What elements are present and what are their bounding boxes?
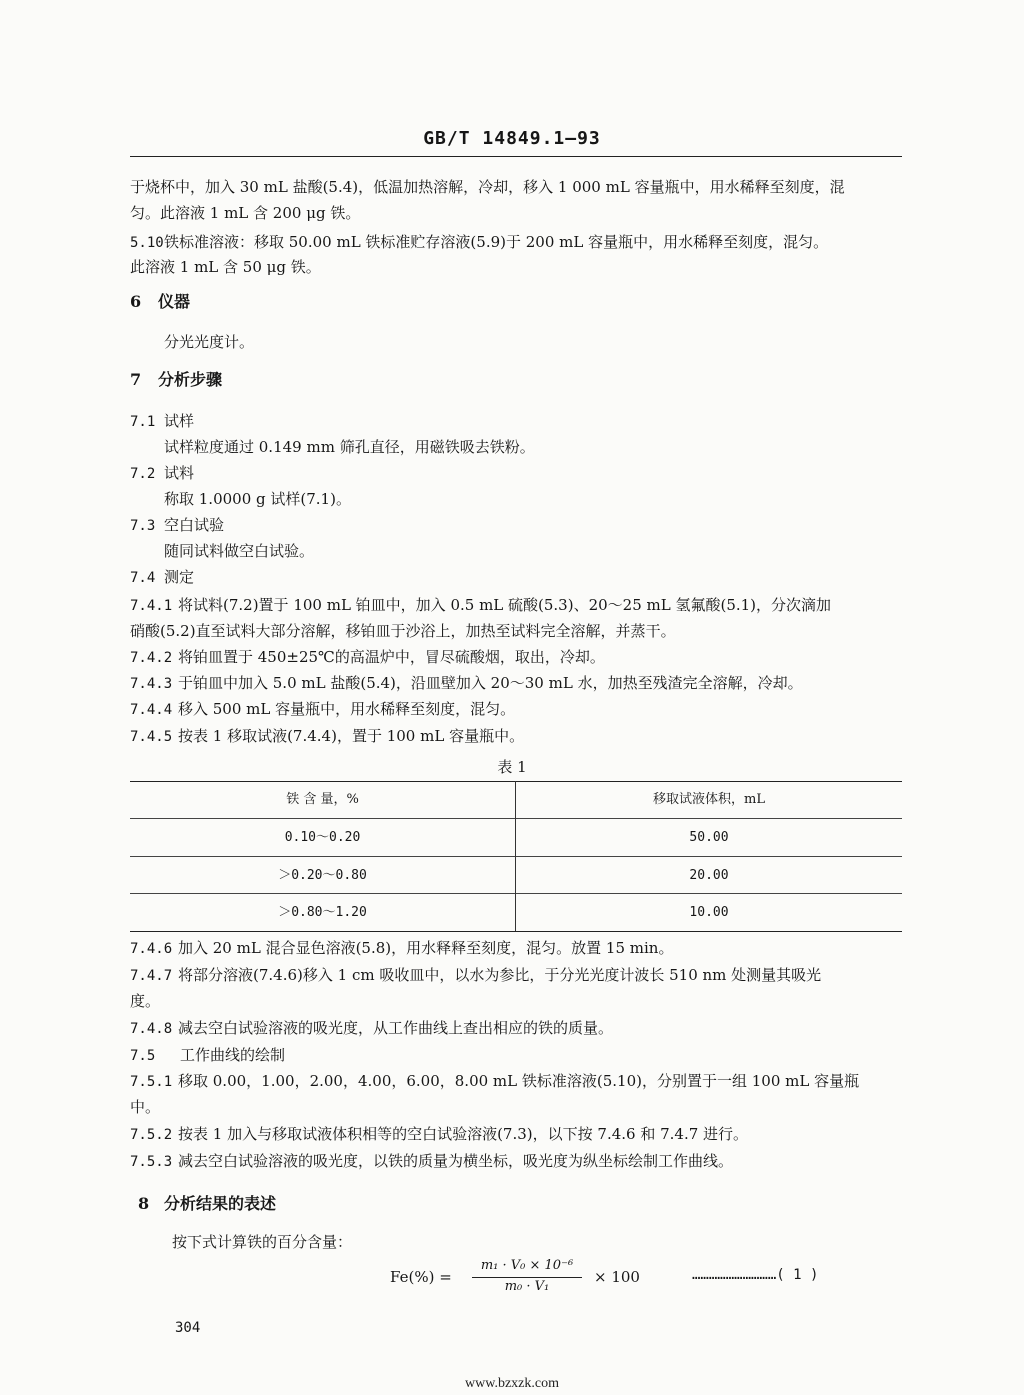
clause-text: 铁标准溶液：移取 50.00 mL 铁标准贮存溶液(5.9)于 200 mL 容量瓶中，用水稀释至刻度，混匀。 — [164, 233, 829, 251]
clause-number: 7.4 — [130, 570, 156, 586]
page-number: 304 — [175, 1320, 201, 1336]
fraction-bar — [472, 1277, 582, 1278]
table-bottom-rule — [130, 931, 902, 932]
clause-7-5-1 — [130, 1071, 859, 1092]
clause-number: 7.1 — [130, 414, 156, 430]
table-header-iron-content: 铁 含 量，% — [286, 792, 359, 807]
clause-7-5-heading — [130, 1045, 285, 1066]
clause-5-10-line-2: 此溶液 1 mL 含 50 μg 铁。 — [130, 258, 321, 276]
clause-text: 按表 1 加入与移取试液体积相等的空白试验溶液(7.3)，以下按 7.4.6 和 7.4.7 进行。 — [178, 1125, 749, 1143]
table-cell-volume: 20.00 — [689, 868, 729, 883]
section-8-heading — [138, 1193, 276, 1215]
table-caption: 表 1 — [497, 758, 527, 776]
clause-7-4-5 — [130, 726, 524, 747]
clause-number: 7.5.2 — [130, 1127, 173, 1143]
clause-text: 减去空白试验溶液的吸光度，从工作曲线上查出相应的铁的质量。 — [178, 1019, 614, 1037]
table-cell-volume: 50.00 — [689, 830, 729, 845]
clause-7-4-heading — [130, 567, 194, 588]
clause-text: 将部分溶液(7.4.6)移入 1 cm 吸收皿中，以水为参比，于分光光度计波长 510 nm 处测量其吸光 — [178, 966, 822, 984]
clause-5-10 — [130, 232, 828, 253]
clause-number: 7.4.6 — [130, 941, 173, 957]
section-7-heading — [130, 369, 222, 391]
table-header-volume: 移取试液体积，mL — [653, 792, 765, 807]
clause-title: 试样 — [164, 412, 195, 430]
section-6-body: 分光光度计。 — [164, 333, 255, 351]
clause-number: 7.4.5 — [130, 729, 173, 745]
clause-text: 移取 0.00，1.00，2.00，4.00，6.00，8.00 mL 铁标准溶液(5.10)，分别置于一组 100 mL 容量瓶 — [178, 1072, 860, 1090]
clause-7-4-4 — [130, 699, 515, 720]
clause-number: 7.5.3 — [130, 1154, 173, 1170]
table-cell-range: ＞0.20～0.80 — [278, 868, 367, 883]
clause-7-4-2 — [130, 647, 605, 668]
clause-7-4-1 — [130, 595, 831, 616]
clause-number: 7.4.8 — [130, 1021, 173, 1037]
clause-number: 7.4.3 — [130, 676, 173, 692]
clause-text: 加入 20 mL 混合显色溶液(5.8)，用水释释至刻度，混匀。放置 15 min。 — [178, 939, 674, 957]
clause-text: 将试料(7.2)置于 100 mL 铂皿中，加入 0.5 mL 硫酸(5.3)、20～25 mL 氢氟酸(5.1)，分次滴加 — [178, 596, 832, 614]
section-number: 8 — [138, 1194, 150, 1213]
section-number: 7 — [130, 370, 142, 389]
clause-number: 7.2 — [130, 466, 156, 482]
clause-7-4-8 — [130, 1018, 613, 1039]
clause-title: 试料 — [164, 464, 195, 482]
section-title: 分析步骤 — [158, 370, 223, 389]
clause-number: 7.4.4 — [130, 702, 173, 718]
table-cell-range: ＞0.80～1.20 — [278, 905, 367, 920]
section-title: 分析结果的表述 — [164, 1194, 277, 1213]
clause-text: 移入 500 mL 容量瓶中，用水稀释至刻度，混匀。 — [178, 700, 516, 718]
clause-7-5-1-line-2: 中。 — [130, 1098, 161, 1116]
standard-number-header: GB/T 14849.1—93 — [423, 128, 601, 149]
clause-7-5-2 — [130, 1124, 748, 1145]
formula-numerator: m₁ · V₀ × 10⁻⁶ — [480, 1258, 574, 1273]
section-8-intro: 按下式计算铁的百分含量： — [172, 1233, 353, 1251]
iron-content-table — [130, 781, 902, 931]
clause-7-2-heading — [130, 463, 194, 484]
clause-7-4-7 — [130, 965, 821, 986]
clause-number: 7.4.2 — [130, 650, 173, 666]
clause-number: 7.5.1 — [130, 1074, 173, 1090]
section-6-heading — [130, 291, 190, 313]
continuation-line-2: 匀。此溶液 1 mL 含 200 μg 铁。 — [130, 204, 361, 222]
clause-title: 测定 — [164, 568, 195, 586]
clause-7-4-1-line-2: 硝酸(5.2)直至试料大部分溶解，移铂皿于沙浴上，加热至试料完全溶解，并蒸干。 — [130, 622, 676, 640]
clause-number: 7.4.1 — [130, 598, 173, 614]
formula-lhs: Fe(%) = — [390, 1268, 452, 1286]
clause-title: 工作曲线的绘制 — [180, 1046, 286, 1064]
clause-number: 7.4.7 — [130, 968, 173, 984]
equation-number: …………………………( 1 ) — [692, 1267, 819, 1283]
clause-7-4-6 — [130, 938, 673, 959]
clause-text: 减去空白试验溶液的吸光度，以铁的质量为横坐标，吸光度为纵坐标绘制工作曲线。 — [178, 1152, 734, 1170]
table-cell-range: 0.10～0.20 — [284, 830, 361, 845]
clause-text: 于铂皿中加入 5.0 mL 盐酸(5.4)，沿皿壁加入 20～30 mL 水，加热至残渣完全溶解，冷却。 — [178, 674, 803, 692]
header-rule — [130, 156, 902, 157]
clause-number: 5.10 — [130, 235, 164, 251]
clause-text: 按表 1 移取试液(7.4.4)，置于 100 mL 容量瓶中。 — [178, 727, 525, 745]
section-title: 仪器 — [158, 292, 191, 311]
section-number: 6 — [130, 292, 142, 311]
continuation-line-1: 于烧杯中，加入 30 mL 盐酸(5.4)，低温加热溶解，冷却，移入 1 000 mL 容量瓶中，用水稀释至刻度，混 — [130, 178, 845, 196]
clause-7-2-body: 称取 1.0000 g 试样(7.1)。 — [164, 490, 351, 508]
clause-7-3-heading — [130, 515, 224, 536]
clause-number: 7.3 — [130, 518, 156, 534]
clause-7-5-3 — [130, 1151, 733, 1172]
clause-7-4-3 — [130, 673, 803, 694]
clause-7-3-body: 随同试料做空白试验。 — [164, 542, 315, 560]
clause-number: 7.5 — [130, 1048, 156, 1064]
formula-rhs: × 100 — [594, 1268, 640, 1286]
clause-7-1-body: 试样粒度通过 0.149 mm 筛孔直径，用磁铁吸去铁粉。 — [164, 438, 535, 456]
clause-7-4-7-line-2: 度。 — [130, 992, 161, 1010]
clause-title: 空白试验 — [164, 516, 225, 534]
table-cell-volume: 10.00 — [689, 905, 729, 920]
formula-denominator: m₀ · V₁ — [504, 1279, 550, 1294]
clause-7-1-heading — [130, 411, 194, 432]
website-watermark: www.bzxzk.com — [465, 1376, 559, 1391]
clause-text: 将铂皿置于 450±25℃的高温炉中，冒尽硫酸烟，取出，冷却。 — [178, 648, 605, 666]
